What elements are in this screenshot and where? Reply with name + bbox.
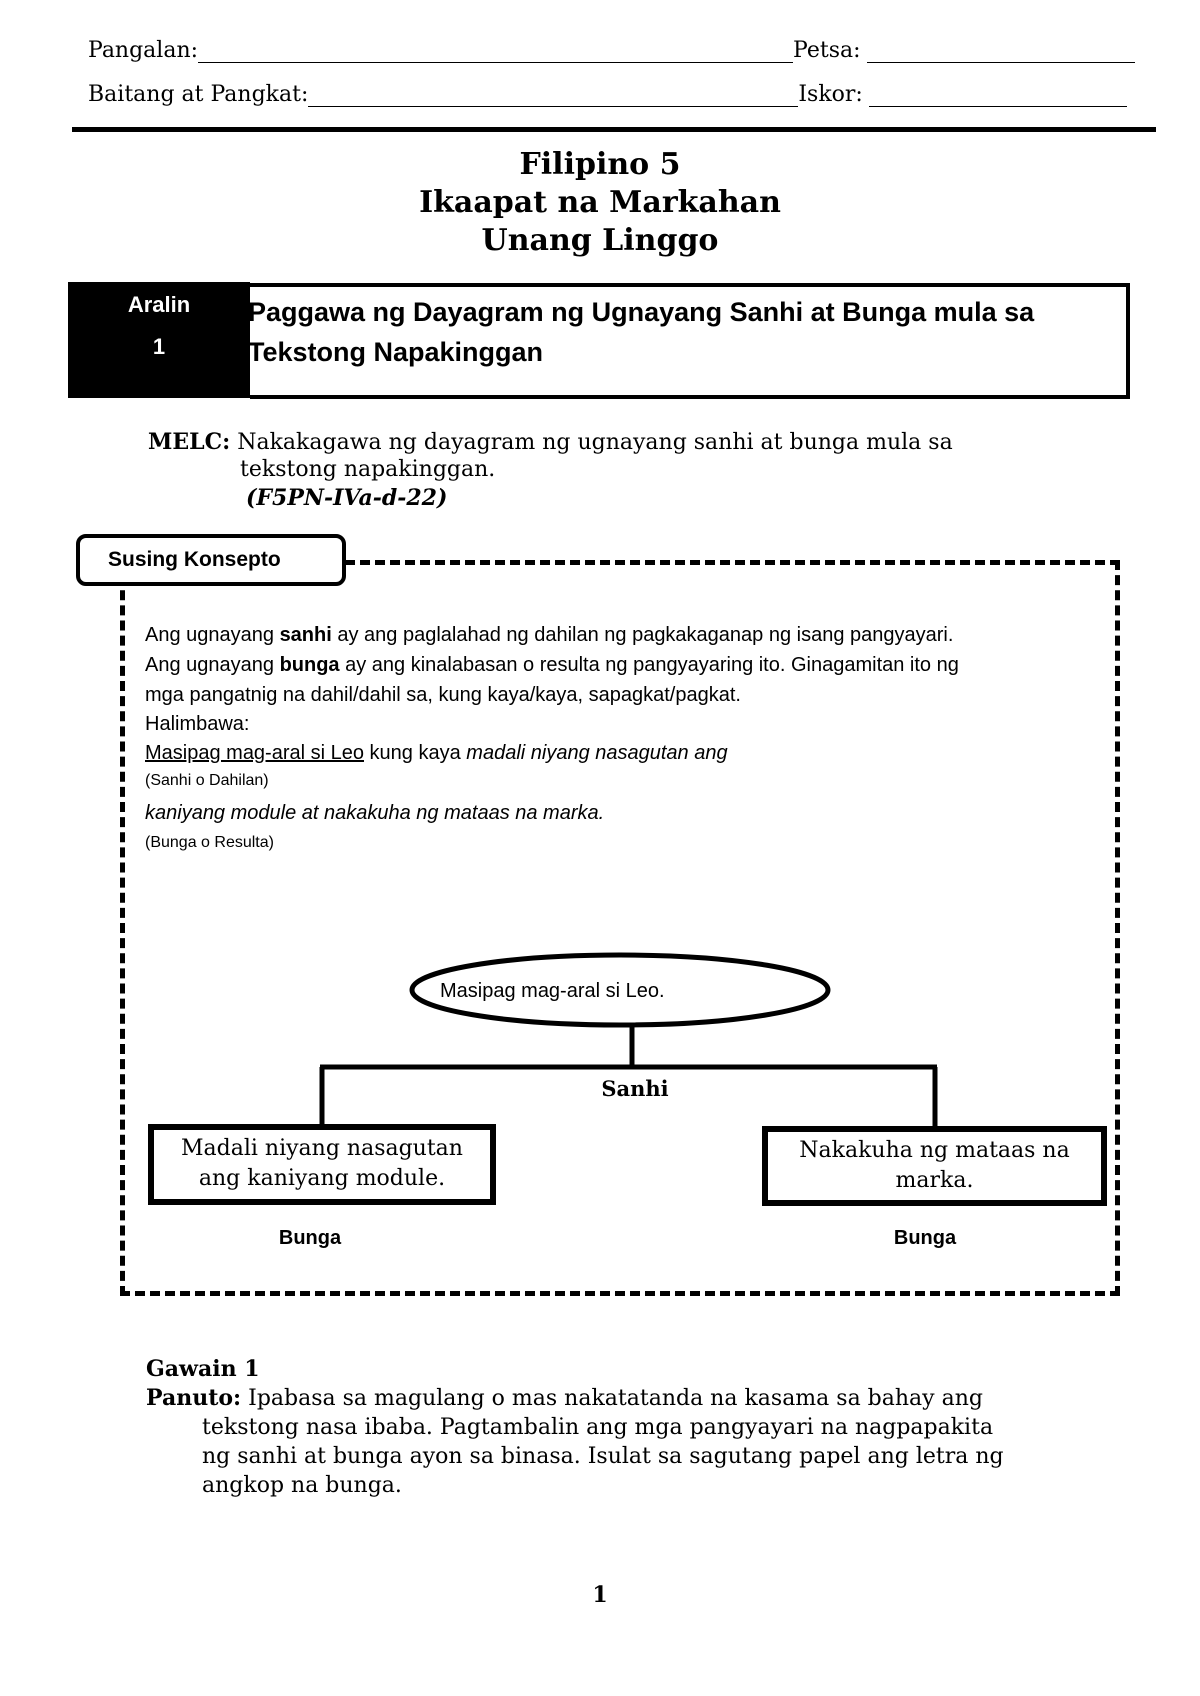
- effect2-line2: marka.: [895, 1168, 974, 1193]
- melc-text2: tekstong napakinggan.: [240, 457, 496, 482]
- melc-text1: Nakakagawa ng dayagram ng ugnayang sanhi at bunga mula sa: [237, 430, 953, 455]
- effect1-line2: ang kaniyang module.: [198, 1166, 446, 1191]
- melc-label: MELC:: [148, 429, 231, 455]
- effect2-text: [765, 1136, 1104, 1196]
- cause-label: Sanhi: [601, 1076, 669, 1101]
- instruction-text1: Ipabasa sa magulang o mas nakatatanda na kasama sa bahay ang: [248, 1386, 983, 1411]
- grade-label: Baitang at Pangkat:: [88, 82, 309, 107]
- example-label: Halimbawa:: [145, 713, 250, 735]
- example-connector: kung kaya: [364, 742, 467, 764]
- concept-p1-after: ay ang paglalahad ng dahilan ng pagkakaganap ng isang pangyayari.: [331, 624, 954, 646]
- activity-instruction-line1: [146, 1384, 983, 1413]
- lesson-label: Aralin: [127, 292, 191, 317]
- example-effect-note: (Bunga o Resulta): [145, 834, 274, 851]
- lesson-title-line2: Tekstong Napakinggan: [248, 337, 544, 367]
- concept-p2-before: Ang ugnayang: [145, 654, 280, 676]
- concept-p2-bold: bunga: [279, 654, 340, 676]
- title-quarter: Ikaapat na Markahan: [419, 185, 781, 220]
- effect2-label: Bunga: [893, 1227, 957, 1249]
- effect1-line1: Madali niyang nasagutan: [181, 1136, 463, 1161]
- effect1-text: [151, 1134, 493, 1194]
- instruction-label: Panuto:: [146, 1385, 242, 1411]
- effect1-label: Bunga: [278, 1227, 342, 1249]
- name-label: Pangalan:: [88, 38, 199, 63]
- effect2-line1: Nakakuha ng mataas na: [799, 1138, 1070, 1163]
- title-week: Unang Linggo: [481, 223, 719, 258]
- concept-tab: Susing Konsepto: [76, 534, 346, 586]
- cause-text: Masipag mag-aral si Leo.: [440, 980, 665, 1002]
- concept-conjunctions: mga pangatnig na dahil/dahil sa, kung kaya/kaya, sapagkat/pagkat.: [145, 684, 741, 706]
- lesson-title-line1: Paggawa ng Dayagram ng Ugnayang Sanhi at Bunga mula sa: [248, 297, 1035, 327]
- activity-title: Gawain 1: [146, 1356, 260, 1382]
- concept-p2-after: ay ang kinalabasan o resulta ng pangyayaring ito. Ginagamitan ito ng: [339, 654, 959, 676]
- activity-instruction-line4: angkop na bunga.: [202, 1473, 402, 1498]
- example-effect1: madali niyang nasagutan ang: [466, 742, 728, 764]
- activity-instruction-line3: ng sanhi at bunga ayon sa binasa. Isulat sa sagutang papel ang letra ng: [202, 1444, 1004, 1469]
- concept-p1-before: Ang ugnayang: [145, 624, 280, 646]
- example-cause-note: (Sanhi o Dahilan): [145, 772, 269, 789]
- example-cause: Masipag mag-aral si Leo: [145, 742, 364, 764]
- activity-instruction-line2: tekstong nasa ibaba. Pagtambalin ang mga pangyayari na nagpapakita: [202, 1415, 994, 1440]
- melc-code: (F5PN-IVa-d-22): [246, 485, 448, 511]
- score-label: Iskor:: [798, 82, 863, 107]
- example-effect2: kaniyang module at nakakuha ng mataas na marka.: [145, 802, 605, 824]
- lesson-number: 1: [152, 334, 166, 359]
- title-subject: Filipino 5: [519, 147, 681, 182]
- page-number: 1: [592, 1582, 608, 1608]
- concept-p1-bold: sanhi: [279, 624, 332, 646]
- date-label: Petsa:: [793, 38, 861, 63]
